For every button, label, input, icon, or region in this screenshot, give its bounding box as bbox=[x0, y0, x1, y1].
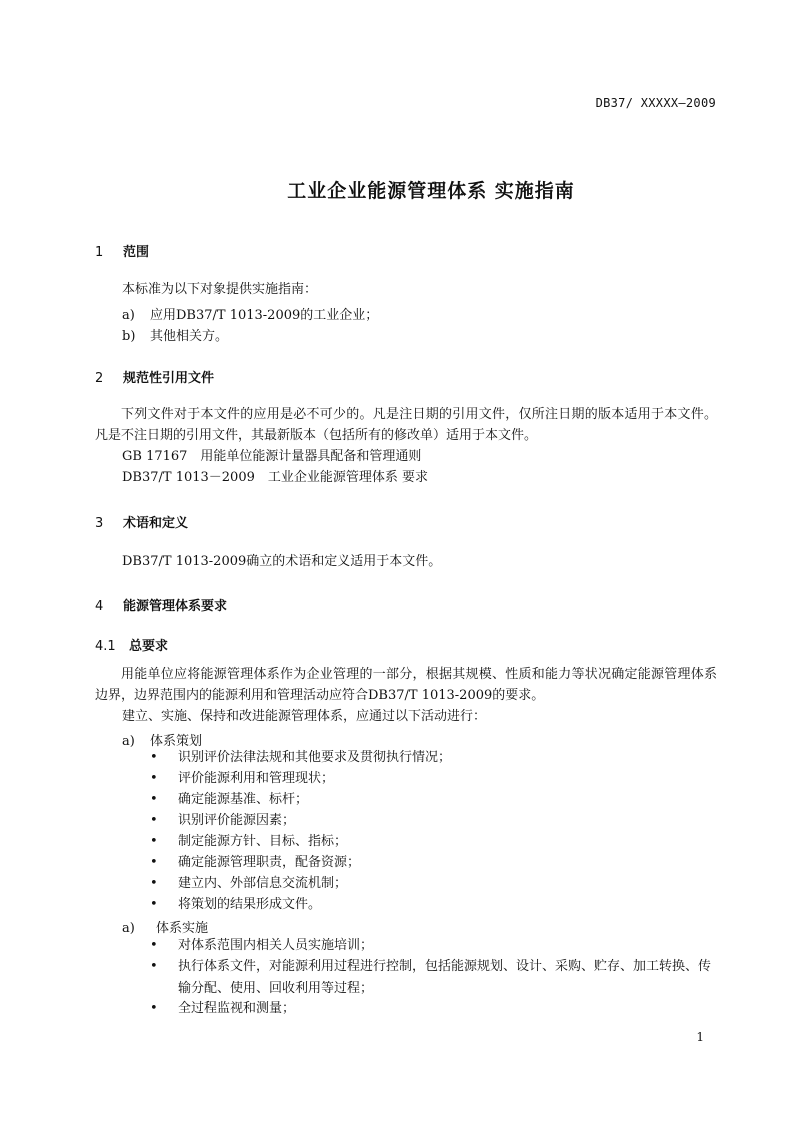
bullet-icon: • bbox=[150, 1001, 158, 1016]
terms-paragraph: DB37/T 1013-2009确立的术语和定义适用于本文件。 bbox=[122, 554, 442, 569]
planning-bullet: • 确定能源管理职责，配备资源； bbox=[150, 852, 722, 874]
planning-bullet: • 确定能源基准、标杆； bbox=[150, 789, 722, 811]
subsection-heading-4-1 bbox=[95, 635, 168, 654]
section-heading-3 bbox=[95, 512, 188, 531]
activities-intro: 建立、实施、保持和改进能源管理体系，应通过以下活动进行： bbox=[122, 709, 487, 724]
section-title: 规范性引用文件 bbox=[123, 371, 215, 386]
subsection-title: 总要求 bbox=[129, 639, 169, 654]
planning-bullet: • 制定能源方针、目标、指标； bbox=[150, 831, 722, 853]
item-label: b) bbox=[122, 329, 136, 344]
bullet-icon: • bbox=[150, 750, 158, 765]
item-text: 其他相关方。 bbox=[150, 329, 229, 344]
section-heading-2 bbox=[95, 367, 214, 386]
planning-bullet: • 识别评价能源因素； bbox=[150, 810, 722, 832]
implementation-bullet: • 对体系范围内相关人员实施培训； bbox=[150, 935, 722, 957]
bullet-icon: • bbox=[150, 959, 158, 974]
planning-bullet: • 将策划的结果形成文件。 bbox=[150, 894, 722, 916]
bullet-icon: • bbox=[150, 813, 158, 828]
subsection-number: 4.1 bbox=[95, 639, 116, 654]
reference-1: GB 17167 用能单位能源计量器具配备和管理通则 bbox=[122, 449, 422, 464]
bullet-icon: • bbox=[150, 897, 158, 912]
item-label: a) bbox=[122, 308, 135, 323]
scope-item-a bbox=[122, 304, 378, 323]
bullet-icon: • bbox=[150, 876, 158, 891]
planning-bullet: • 识别评价法律法规和其他要求及贯彻执行情况； bbox=[150, 747, 722, 769]
bullet-icon: • bbox=[150, 792, 158, 807]
system-implementation-item bbox=[122, 917, 208, 936]
scope-item-b bbox=[122, 325, 228, 344]
planning-bullet: • 评价能源利用和管理现状； bbox=[150, 768, 722, 790]
bullet-icon: • bbox=[150, 938, 158, 953]
section-number: 1 bbox=[95, 245, 104, 260]
planning-bullet: • 建立内、外部信息交流机制； bbox=[150, 873, 722, 895]
page-number: 1 bbox=[696, 1030, 704, 1044]
section-title: 范围 bbox=[123, 245, 150, 260]
item-label: a) bbox=[122, 921, 135, 936]
reference-2: DB37/T 1013－2009 工业企业能源管理体系 要求 bbox=[122, 470, 429, 485]
item-text: 体系策划 bbox=[150, 734, 203, 749]
section-number: 2 bbox=[95, 371, 104, 386]
section-title: 能源管理体系要求 bbox=[123, 599, 228, 614]
general-requirements-paragraph: 用能单位应将能源管理体系作为企业管理的一部分，根据其规模、性质和能力等状况确定能源管理体系边界，边界范围内的能源利用和管理活动应符合DB37/T 1013-2009的要求。 bbox=[95, 667, 717, 703]
section-number: 4 bbox=[95, 599, 104, 614]
bullet-icon: • bbox=[150, 771, 158, 786]
section-heading-4 bbox=[95, 595, 227, 614]
section-heading-1 bbox=[95, 241, 149, 260]
scope-intro: 本标准为以下对象提供实施指南： bbox=[122, 282, 318, 297]
page-title: 工业企业能源管理体系 实施指南 bbox=[287, 180, 575, 202]
item-text: 体系实施 bbox=[156, 921, 209, 936]
item-text: 应用DB37/T 1013-2009的工业企业； bbox=[150, 308, 379, 323]
item-label: a) bbox=[122, 734, 135, 749]
bullet-icon: • bbox=[150, 855, 158, 870]
implementation-bullet: • 执行体系文件，对能源利用过程进行控制，包括能源规划、设计、采购、贮存、加工转换、传输分配、使用、回收利用等过程； bbox=[150, 956, 722, 1000]
section-title: 术语和定义 bbox=[123, 516, 189, 531]
implementation-bullet: • 全过程监视和测量； bbox=[150, 998, 722, 1020]
document-code: DB37/ XXXXX—2009 bbox=[595, 96, 716, 110]
bullet-icon: • bbox=[150, 834, 158, 849]
section-number: 3 bbox=[95, 516, 104, 531]
normative-references-paragraph: 下列文件对于本文件的应用是必不可少的。凡是注日期的引用文件，仅所注日期的版本适用于本文件。凡是不注日期的引用文件，其最新版本（包括所有的修改单）适用于本文件。 bbox=[95, 407, 717, 443]
